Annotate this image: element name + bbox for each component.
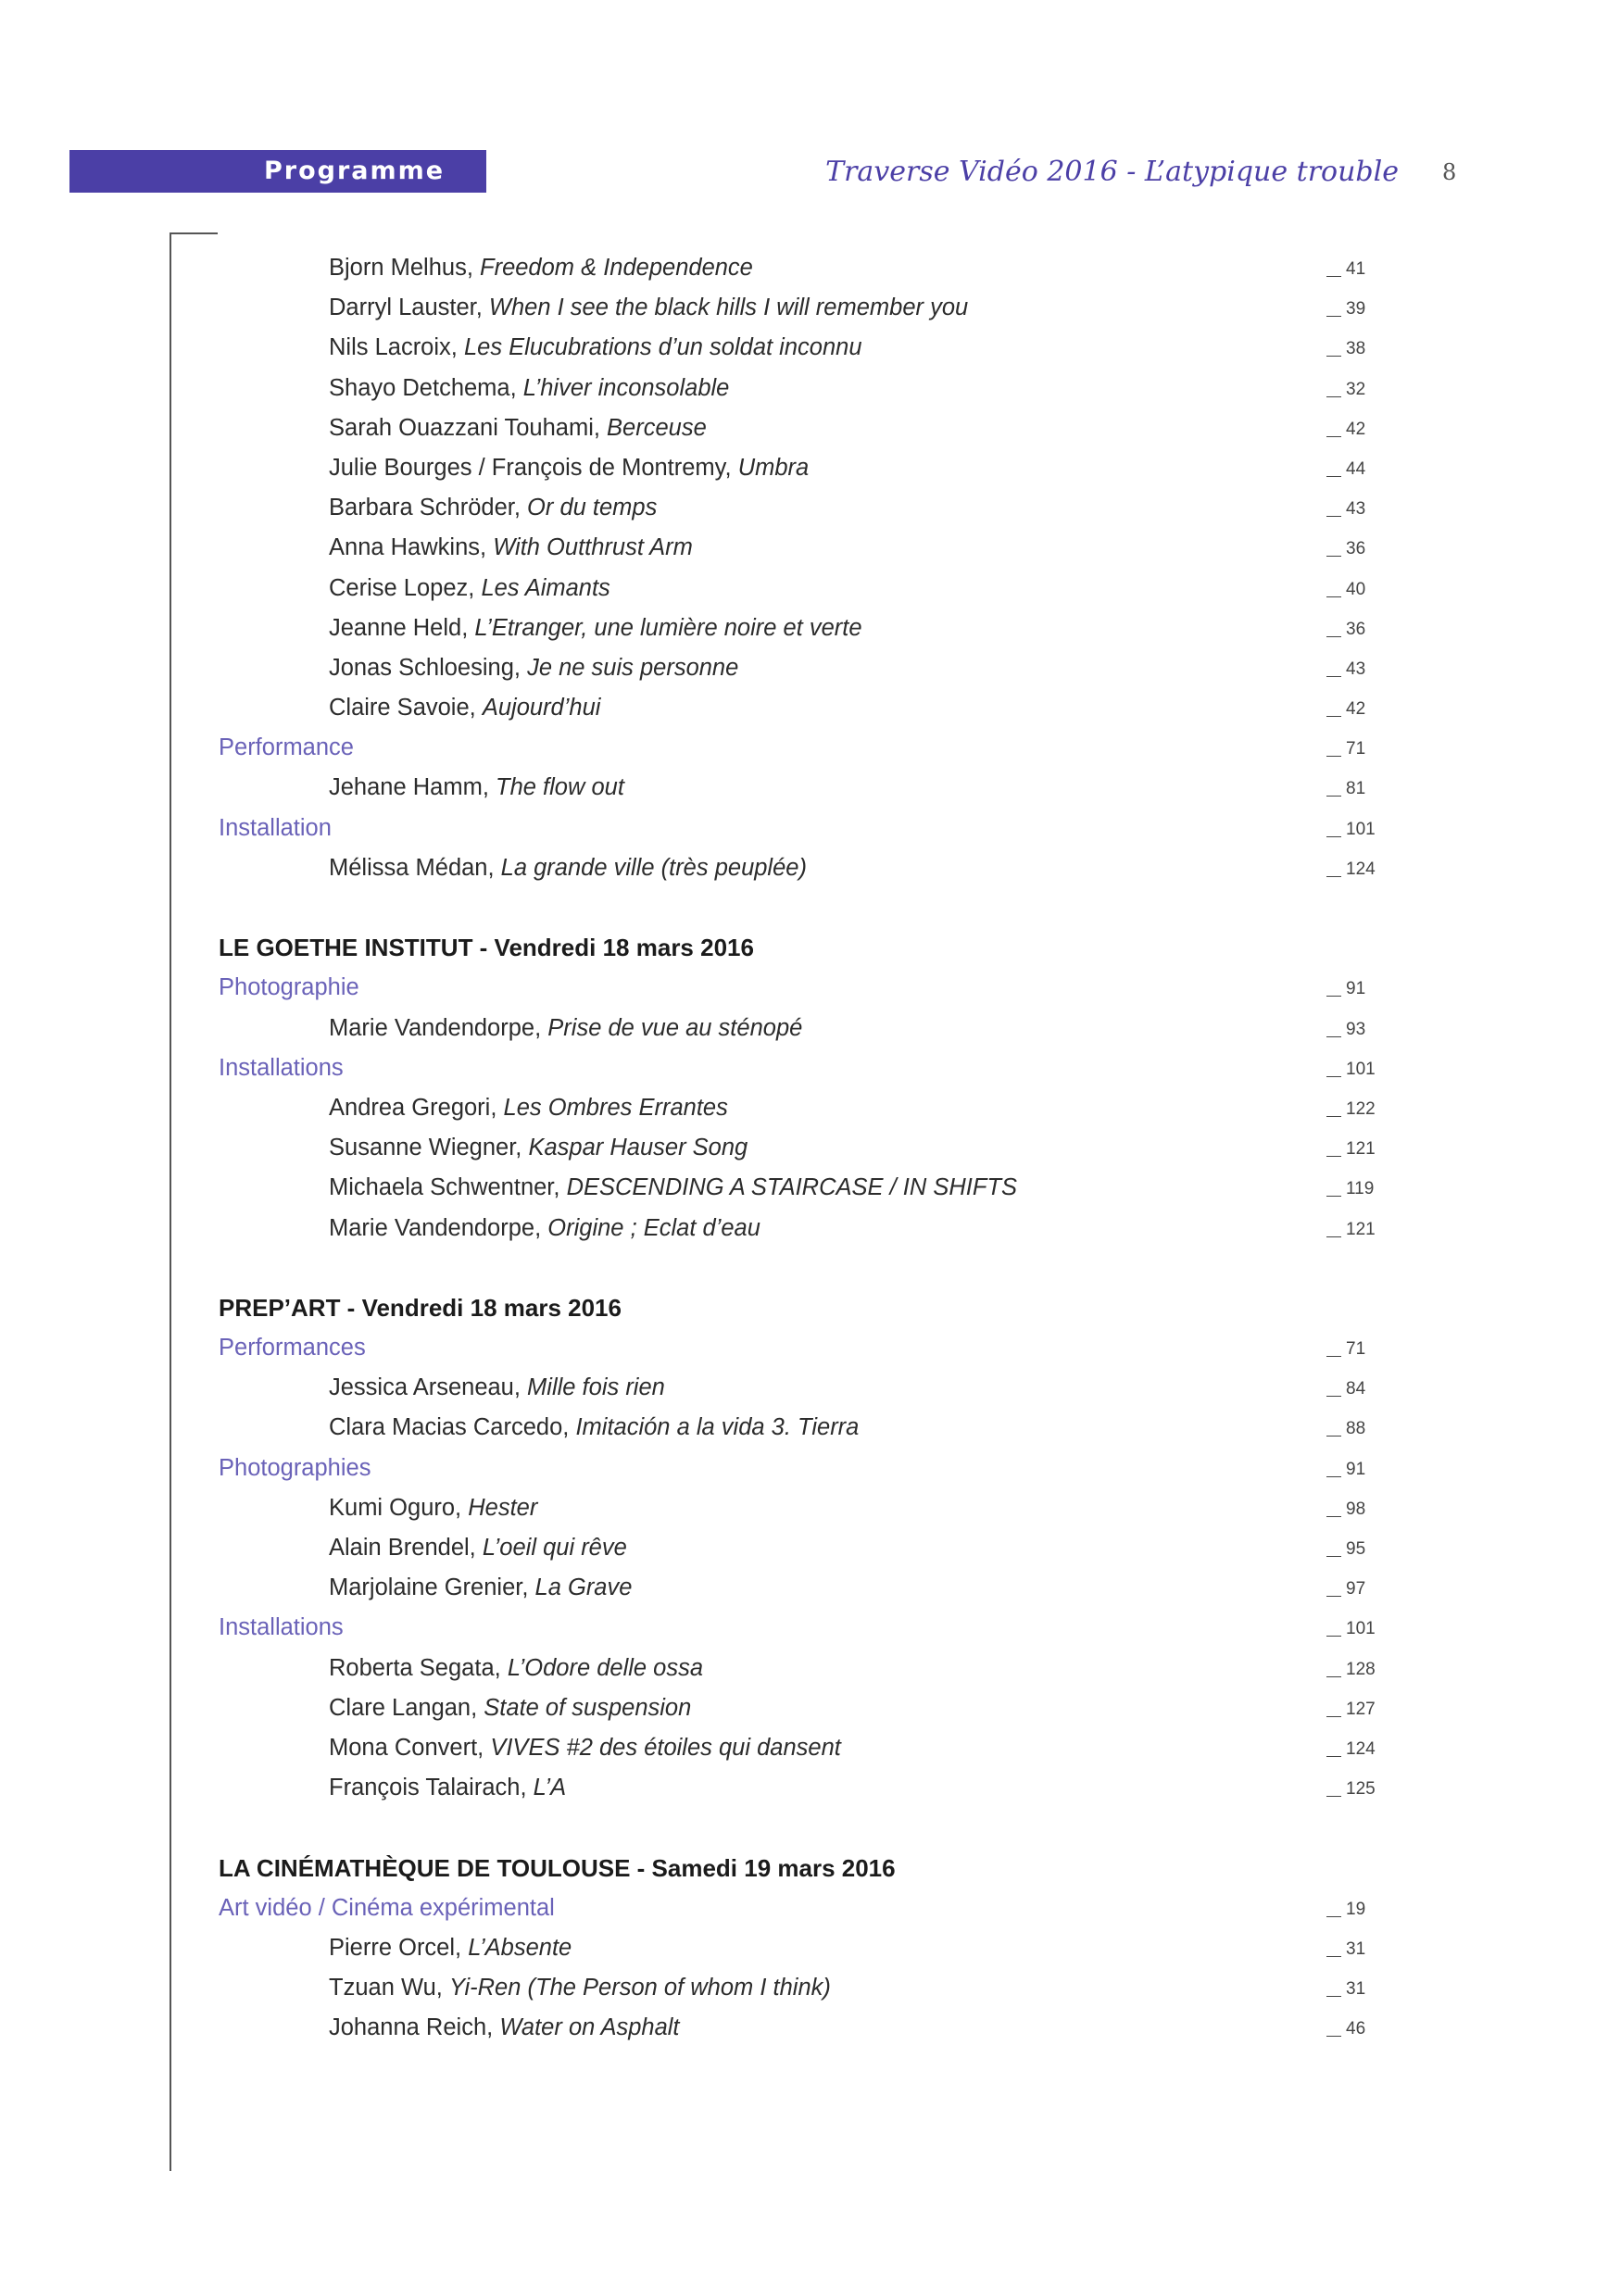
venue-heading — [0, 927, 1621, 967]
category-heading — [0, 808, 1621, 847]
category-label: Installation — [219, 814, 332, 841]
work-title: L’Absente — [468, 1934, 572, 1961]
page-reference: 41 — [1326, 256, 1365, 283]
entry-label — [329, 2012, 680, 2043]
page-reference: 121 — [1326, 1216, 1376, 1244]
page-reference: 125 — [1326, 1775, 1376, 1803]
programme-entry — [0, 847, 1621, 887]
page-reference: 71 — [1326, 735, 1365, 763]
work-title: Les Aimants — [481, 574, 610, 601]
artist-name: Mélissa Médan, — [329, 854, 495, 881]
page-reference: 91 — [1326, 1456, 1365, 1484]
page-reference: 42 — [1326, 416, 1365, 444]
page-reference: 91 — [1326, 975, 1365, 1003]
work-title: L’A — [533, 1775, 567, 1801]
section-spacer — [0, 887, 1621, 927]
page-reference: 124 — [1326, 856, 1376, 884]
entry-label — [329, 1212, 760, 1244]
artist-name: Anna Hawkins, — [329, 534, 487, 561]
category-label: Performance — [219, 734, 354, 761]
page-reference: 101 — [1326, 1615, 1376, 1643]
artist-name: Cerise Lopez, — [329, 574, 475, 601]
artist-name: Bjorn Melhus, — [329, 255, 473, 281]
entry-label — [329, 612, 862, 644]
programme-entry — [0, 1967, 1621, 2007]
programme-entry — [0, 1367, 1621, 1407]
page-reference: 42 — [1326, 696, 1365, 723]
programme-entry — [0, 368, 1621, 408]
work-title: Or du temps — [527, 495, 658, 521]
page-reference: 31 — [1326, 1976, 1365, 2003]
work-title: Hester — [468, 1494, 538, 1521]
entry-label — [329, 452, 809, 483]
work-title: Mille fois rien — [527, 1374, 665, 1401]
page-reference: 95 — [1326, 1536, 1365, 1563]
section-tab — [69, 150, 486, 193]
programme-entry — [0, 527, 1621, 567]
programme-entry — [0, 408, 1621, 447]
page-number: 8 — [1442, 159, 1457, 185]
page-reference: 36 — [1326, 535, 1365, 563]
artist-name: Alain Brendel, — [329, 1535, 476, 1561]
work-title: La grande ville (très peuplée) — [500, 854, 807, 881]
entry-label — [329, 652, 738, 684]
entry-label — [329, 1972, 831, 2003]
artist-name: Roberta Segata, — [329, 1654, 501, 1681]
artist-name: Nils Lacroix, — [329, 334, 458, 361]
entry-label — [329, 692, 600, 723]
work-title: VIVES #2 des étoiles qui dansent — [490, 1734, 841, 1761]
frame-top-rule — [170, 232, 218, 234]
artist-name: Jessica Arseneau, — [329, 1374, 521, 1401]
page-reference: 93 — [1326, 1016, 1365, 1044]
entry-label — [329, 1572, 632, 1603]
page-reference: 121 — [1326, 1135, 1376, 1163]
entry-label — [329, 1411, 859, 1443]
work-title: L’oeil qui rêve — [482, 1535, 627, 1561]
entry-label — [329, 1372, 665, 1403]
programme-entry — [0, 1208, 1621, 1248]
entry-label — [329, 772, 624, 803]
artist-name: Jeanne Held, — [329, 614, 469, 641]
programme-list — [0, 247, 1621, 2047]
category-label: Photographies — [219, 1454, 371, 1481]
page-reference: 127 — [1326, 1696, 1376, 1724]
entry-label — [329, 1132, 748, 1163]
entry-label — [329, 1692, 691, 1724]
work-title: L’hiver inconsolable — [522, 374, 730, 401]
page-reference: 38 — [1326, 335, 1365, 363]
artist-name: Tzuan Wu, — [329, 1975, 443, 2001]
artist-name: Sarah Ouazzani Touhami, — [329, 414, 600, 441]
category-heading — [0, 1607, 1621, 1647]
programme-entry — [0, 767, 1621, 807]
artist-name: Julie Bourges / François de Montremy, — [329, 454, 732, 481]
work-title: La Grave — [534, 1575, 633, 1601]
page-reference: 124 — [1326, 1736, 1376, 1763]
work-title: Les Ombres Errantes — [503, 1094, 728, 1121]
entry-label — [329, 492, 657, 523]
category-label: Art vidéo / Cinéma expérimental — [219, 1894, 555, 1921]
programme-entry — [0, 608, 1621, 647]
programme-entry — [0, 1727, 1621, 1767]
work-title: Je ne suis personne — [527, 654, 739, 681]
entry-label — [329, 1012, 802, 1044]
category-heading — [0, 1048, 1621, 1087]
venue-label: LA CINÉMATHÈQUE DE TOULOUSE - Samedi 19 mars 2016 — [219, 1853, 896, 1882]
programme-entry — [0, 1407, 1621, 1447]
entry-label — [329, 572, 610, 604]
category-heading — [0, 727, 1621, 767]
artist-name: Johanna Reich, — [329, 2014, 494, 2041]
work-title: Prise de vue au sténopé — [547, 1014, 803, 1041]
section-spacer — [0, 1807, 1621, 1847]
section-spacer — [0, 1248, 1621, 1287]
page-reference: 128 — [1326, 1656, 1376, 1684]
page-reference: 98 — [1326, 1496, 1365, 1524]
venue-heading — [0, 1287, 1621, 1327]
entry-label — [329, 1932, 572, 1964]
entry-label — [329, 332, 862, 363]
artist-name: Marie Vandendorpe, — [329, 1014, 542, 1041]
category-heading — [0, 1448, 1621, 1487]
artist-name: Clare Langan, — [329, 1694, 478, 1721]
work-title: DESCENDING A STAIRCASE / IN SHIFTS — [566, 1174, 1018, 1201]
page-reference: 44 — [1326, 456, 1365, 483]
category-heading — [0, 1327, 1621, 1367]
work-title: Yi-Ren (The Person of whom I think) — [448, 1975, 831, 2001]
artist-name: Susanne Wiegner, — [329, 1135, 522, 1161]
work-title: Imitación a la vida 3. Tierra — [575, 1414, 860, 1441]
work-title: L’Etranger, une lumière noire et verte — [474, 614, 862, 641]
page-reference: 71 — [1326, 1336, 1365, 1363]
page-reference: 84 — [1326, 1375, 1365, 1403]
entry-label — [329, 532, 693, 563]
page-reference: 32 — [1326, 376, 1365, 404]
running-title: Traverse Vidéo 2016 - L’atypique trouble — [825, 156, 1399, 188]
programme-entry — [0, 1127, 1621, 1167]
page-reference: 19 — [1326, 1896, 1365, 1924]
page-reference: 31 — [1326, 1936, 1365, 1964]
artist-name: Clara Macias Carcedo, — [329, 1414, 570, 1441]
work-title: Freedom & Independence — [480, 255, 753, 281]
work-title: Les Elucubrations d’un soldat inconnu — [463, 334, 862, 361]
programme-entry — [0, 1767, 1621, 1807]
work-title: State of suspension — [484, 1694, 692, 1721]
work-title: Berceuse — [607, 414, 707, 441]
programme-entry — [0, 1567, 1621, 1607]
section-label: Programme — [264, 157, 446, 185]
page-reference: 36 — [1326, 616, 1365, 644]
page-reference: 119 — [1326, 1175, 1374, 1203]
work-title: Origine ; Eclat d’eau — [547, 1214, 760, 1241]
artist-name: Barbara Schröder, — [329, 495, 521, 521]
work-title: The flow out — [496, 774, 624, 801]
page-reference: 43 — [1326, 496, 1365, 523]
programme-entry — [0, 1648, 1621, 1687]
artist-name: Michaela Schwentner, — [329, 1174, 560, 1201]
artist-name: Kumi Oguro, — [329, 1494, 462, 1521]
page-reference: 97 — [1326, 1575, 1365, 1603]
page-reference: 46 — [1326, 2015, 1365, 2043]
venue-label: LE GOETHE INSTITUT - Vendredi 18 mars 2016 — [219, 934, 754, 962]
category-heading — [0, 967, 1621, 1007]
entry-label — [329, 372, 729, 404]
programme-entry — [0, 1527, 1621, 1567]
programme-entry — [0, 1008, 1621, 1048]
programme-entry — [0, 327, 1621, 367]
work-title: Aujourd’hui — [482, 695, 601, 721]
artist-name: Andrea Gregori, — [329, 1094, 497, 1121]
programme-entry — [0, 1687, 1621, 1727]
programme-entry — [0, 1487, 1621, 1527]
programme-entry — [0, 687, 1621, 727]
artist-name: Jehane Hamm, — [329, 774, 489, 801]
page-reference: 39 — [1326, 295, 1365, 323]
artist-name: Jonas Schloesing, — [329, 654, 521, 681]
programme-entry — [0, 1927, 1621, 1967]
entry-label — [329, 1772, 566, 1803]
work-title: When I see the black hills I will remember you — [488, 295, 969, 321]
programme-entry — [0, 447, 1621, 487]
entry-label — [329, 1732, 841, 1763]
page-reference: 40 — [1326, 576, 1365, 604]
artist-name: Pierre Orcel, — [329, 1934, 462, 1961]
work-title: With Outthrust Arm — [493, 534, 693, 561]
category-label: Performances — [219, 1335, 366, 1361]
entry-label — [329, 412, 707, 444]
page-reference: 122 — [1326, 1096, 1376, 1123]
entry-label — [329, 1532, 627, 1563]
entry-label — [329, 292, 968, 323]
category-heading — [0, 1888, 1621, 1927]
venue-heading — [0, 1848, 1621, 1888]
work-title: Umbra — [737, 454, 810, 481]
work-title: Water on Asphalt — [499, 2014, 680, 2041]
work-title: L’Odore delle ossa — [507, 1654, 704, 1681]
programme-entry — [0, 1087, 1621, 1127]
entry-label — [329, 852, 807, 884]
programme-entry — [0, 1167, 1621, 1207]
programme-entry — [0, 2007, 1621, 2047]
artist-name: Claire Savoie, — [329, 695, 476, 721]
artist-name: François Talairach, — [329, 1775, 527, 1801]
page-reference: 101 — [1326, 816, 1376, 844]
page-reference: 43 — [1326, 656, 1365, 684]
artist-name: Marjolaine Grenier, — [329, 1575, 529, 1601]
category-label: Photographie — [219, 974, 359, 1001]
venue-label: PREP’ART - Vendredi 18 mars 2016 — [219, 1293, 622, 1322]
category-label: Installations — [219, 1614, 344, 1641]
artist-name: Marie Vandendorpe, — [329, 1214, 542, 1241]
programme-entry — [0, 487, 1621, 527]
page-reference: 101 — [1326, 1056, 1376, 1084]
artist-name: Mona Convert, — [329, 1734, 484, 1761]
entry-label — [329, 1492, 537, 1524]
entry-label — [329, 252, 753, 283]
artist-name: Shayo Detchema, — [329, 374, 517, 401]
entry-label — [329, 1092, 728, 1123]
programme-entry — [0, 568, 1621, 608]
entry-label — [329, 1172, 1017, 1203]
work-title: Kaspar Hauser Song — [528, 1135, 748, 1161]
page-reference: 88 — [1326, 1415, 1365, 1443]
programme-entry — [0, 287, 1621, 327]
programme-entry — [0, 647, 1621, 687]
entry-label — [329, 1652, 703, 1684]
category-label: Installations — [219, 1054, 344, 1081]
page-reference: 81 — [1326, 775, 1365, 803]
artist-name: Darryl Lauster, — [329, 295, 483, 321]
programme-entry — [0, 247, 1621, 287]
